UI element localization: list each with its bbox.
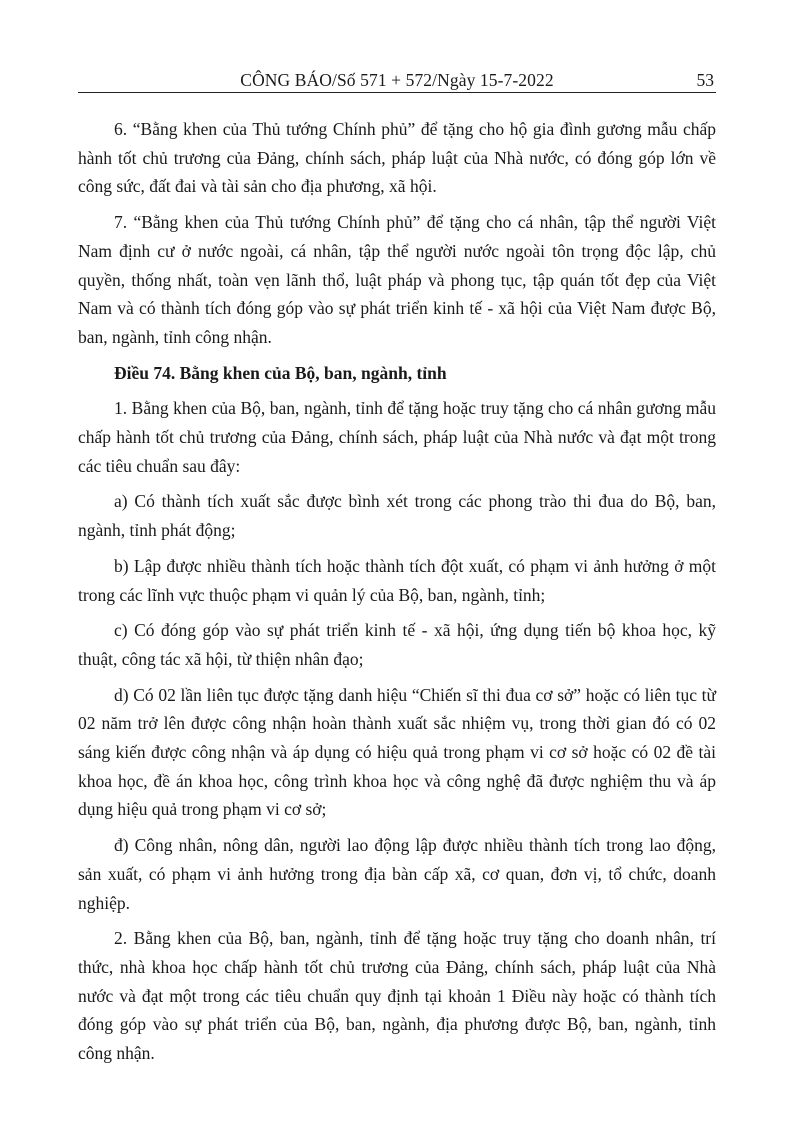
- page-header: [78, 58, 716, 93]
- point-b-paragraph: b) Lập được nhiều thành tích hoặc thành tích đột xuất, có phạm vi ảnh hưởng ở một trong các lĩnh vực thuộc phạm vi quản lý của Bộ, ban, ngành, tỉnh;: [78, 555, 716, 605]
- page-number: 53: [696, 70, 714, 90]
- point-a-paragraph: a) Có thành tích xuất sắc được bình xét trong các phong trào thi đua do Bộ, ban, ngành, tỉnh phát động;: [78, 491, 716, 541]
- article-74-clause-1: 1. Bằng khen của Bộ, ban, ngành, tỉnh để tặng hoặc truy tặng cho cá nhân gương mẫu chấp hành tốt chủ trương của Đảng, chính sách, pháp luật của Nhà nước và đạt một trong các tiêu chuẩn sau đây:: [78, 398, 716, 476]
- article-74-clause-2: 2. Bằng khen của Bộ, ban, ngành, tỉnh để tặng hoặc truy tặng cho doanh nhân, trí thức, nhà khoa học chấp hành tốt chủ trương của Đảng, chính sách, pháp luật của Nhà nước và đạt một trong các tiêu chuẩn quy định tại khoản 1 Điều này hoặc có thành tích đóng góp vào sự phát triển của Bộ, ban, ngành, địa phương được Bộ, ban, ngành, tỉnh công nhận.: [78, 928, 716, 1064]
- document-page: [78, 58, 716, 1075]
- document-body: [78, 115, 716, 1068]
- clause-7-paragraph: 7. “Bằng khen của Thủ tướng Chính phủ” để tặng cho cá nhân, tập thể người Việt Nam định cư ở nước ngoài, cá nhân, tập thể người nước ngoài tôn trọng độc lập, chủ quyền, thống nhất, toàn vẹn lãnh thổ, luật pháp và phong tục, tập quán tốt đẹp của Việt Nam và có thành tích đóng góp vào sự phát triển kinh tế - xã hội của Việt Nam được Bộ, ban, ngành, tỉnh công nhận.: [78, 212, 716, 347]
- gazette-title: CÔNG BÁO/Số 571 + 572/Ngày 15-7-2022: [240, 70, 554, 90]
- article-74-heading: Điều 74. Bằng khen của Bộ, ban, ngành, tỉnh: [114, 362, 447, 383]
- point-dd-paragraph: đ) Công nhân, nông dân, người lao động lập được nhiều thành tích trong lao động, sản xuất, có phạm vi ảnh hưởng trong địa bàn cấp xã, cơ quan, đơn vị, tổ chức, doanh nghiệp.: [78, 835, 716, 913]
- clause-6-paragraph: 6. “Bằng khen của Thủ tướng Chính phủ” để tặng cho hộ gia đình gương mẫu chấp hành tốt chủ trương của Đảng, chính sách, pháp luật của Nhà nước, có đóng góp lớn về công sức, đất đai và tài sản cho địa phương, xã hội.: [78, 119, 716, 197]
- point-c-paragraph: c) Có đóng góp vào sự phát triển kinh tế - xã hội, ứng dụng tiến bộ khoa học, kỹ thuật, công tác xã hội, từ thiện nhân đạo;: [78, 620, 716, 669]
- point-d-paragraph: d) Có 02 lần liên tục được tặng danh hiệu “Chiến sĩ thi đua cơ sở” hoặc có liên tục từ 02 năm trở lên được công nhận hoàn thành xuất sắc nhiệm vụ, trong thời gian đó có 02 sáng kiến được công nhận và áp dụng có hiệu quả trong phạm vi cơ sở hoặc có 02 đề tài khoa học, đề án khoa học, công trình khoa học và công nghệ đã được nghiệm thu và áp dụng hiệu quả trong phạm vi cơ sở;: [78, 684, 716, 820]
